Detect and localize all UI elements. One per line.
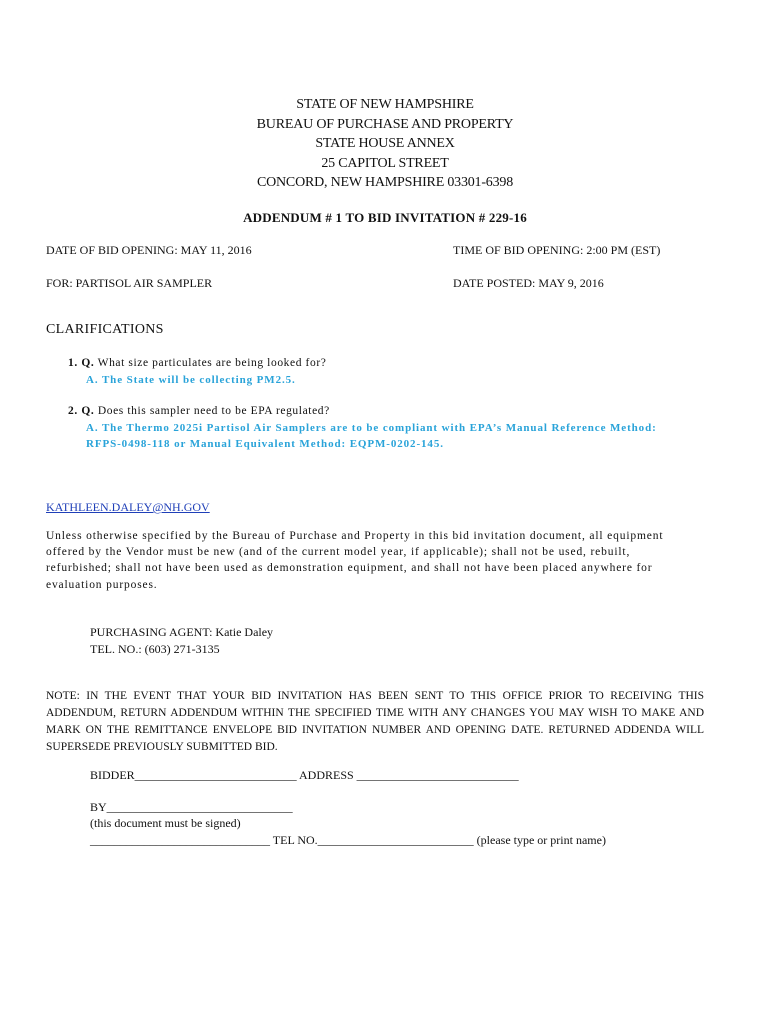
time-of-bid-opening: TIME OF BID OPENING: 2:00 PM (EST) — [453, 243, 661, 257]
header-street: 25 CAPITOL STREET — [321, 155, 449, 171]
answer-2-line-1: A. The Thermo 2025i Partisol Air Samplers are to be compliant with EPA’s Manual Reference Method: — [86, 422, 657, 434]
header-state: STATE OF NEW HAMPSHIRE — [296, 97, 474, 112]
name-tel-line: ______________________________ TEL NO.__________________________ (please type or print name) — [90, 833, 606, 847]
purchasing-agent-block — [90, 624, 273, 658]
answer-1: A. The State will be collecting PM2.5. — [86, 374, 296, 386]
question-number: 1. — [68, 357, 78, 369]
equipment-requirements-paragraph: Unless otherwise specified by the Bureau of Purchase and Property in this bid invitation document, all equipment offered by the Vendor must be new (and of the current model year, if applicable); shall not be used, rebuilt, refurbished; shall not have been used as demonstration equipment, and shall not have been placed anywhere for evaluation purposes. — [46, 530, 664, 591]
date-posted: DATE POSTED: MAY 9, 2016 — [453, 276, 604, 290]
clarifications-heading: CLARIFICATIONS — [46, 322, 164, 337]
addendum-note: NOTE: IN THE EVENT THAT YOUR BID INVITATION HAS BEEN SENT TO THIS OFFICE PRIOR TO RECEIVING THIS ADDENDUM, RETURN ADDENDUM WITHIN THE SPECIFIED TIME WITH ANY CHANGES YOU MAY WISH TO MAKE AND MARK ON THE REMITTANCE ENVELOPE BID INVITATION NUMBER AND OPENING DATE. RETURNED ADDENDA WILL SUPERSEDE PREVIOUSLY SUBMITTED BID. — [46, 690, 704, 753]
agency-header — [0, 95, 770, 193]
question-1 — [68, 357, 326, 369]
addendum-title: ADDENDUM # 1 TO BID INVITATION # 229-16 — [243, 210, 527, 225]
signature-note: (this document must be signed) — [90, 816, 241, 830]
question-text: Does this sampler need to be EPA regulated? — [97, 405, 330, 417]
header-city: CONCORD, NEW HAMPSHIRE 03301-6398 — [256, 175, 514, 190]
question-number: 2. — [68, 405, 78, 417]
question-text: What size particulates are being looked for? — [97, 357, 327, 369]
header-bureau: BUREAU OF PURCHASE AND PROPERTY — [256, 116, 514, 132]
answer-2-line-2: RFPS-0498-118 or Manual Equivalent Method: EQPM-0202-145. — [86, 438, 444, 450]
by-signature-line: BY_______________________________ — [90, 800, 293, 814]
question-2 — [68, 405, 330, 417]
question-label: Q. — [81, 357, 95, 369]
bidder-address-line: BIDDER___________________________ ADDRESS ___________________________ — [90, 768, 519, 782]
question-label: Q. — [81, 405, 95, 417]
agent-telephone: TEL. NO.: (603) 271-3135 — [90, 642, 220, 656]
header-annex: STATE HOUSE ANNEX — [315, 136, 455, 151]
date-of-bid-opening: DATE OF BID OPENING: MAY 11, 2016 — [46, 243, 252, 257]
purchasing-agent: PURCHASING AGENT: Katie Daley — [90, 625, 274, 639]
contact-email-link[interactable]: KATHLEEN.DALEY@NH.GOV — [46, 500, 210, 514]
for-item: FOR: PARTISOL AIR SAMPLER — [46, 276, 213, 290]
